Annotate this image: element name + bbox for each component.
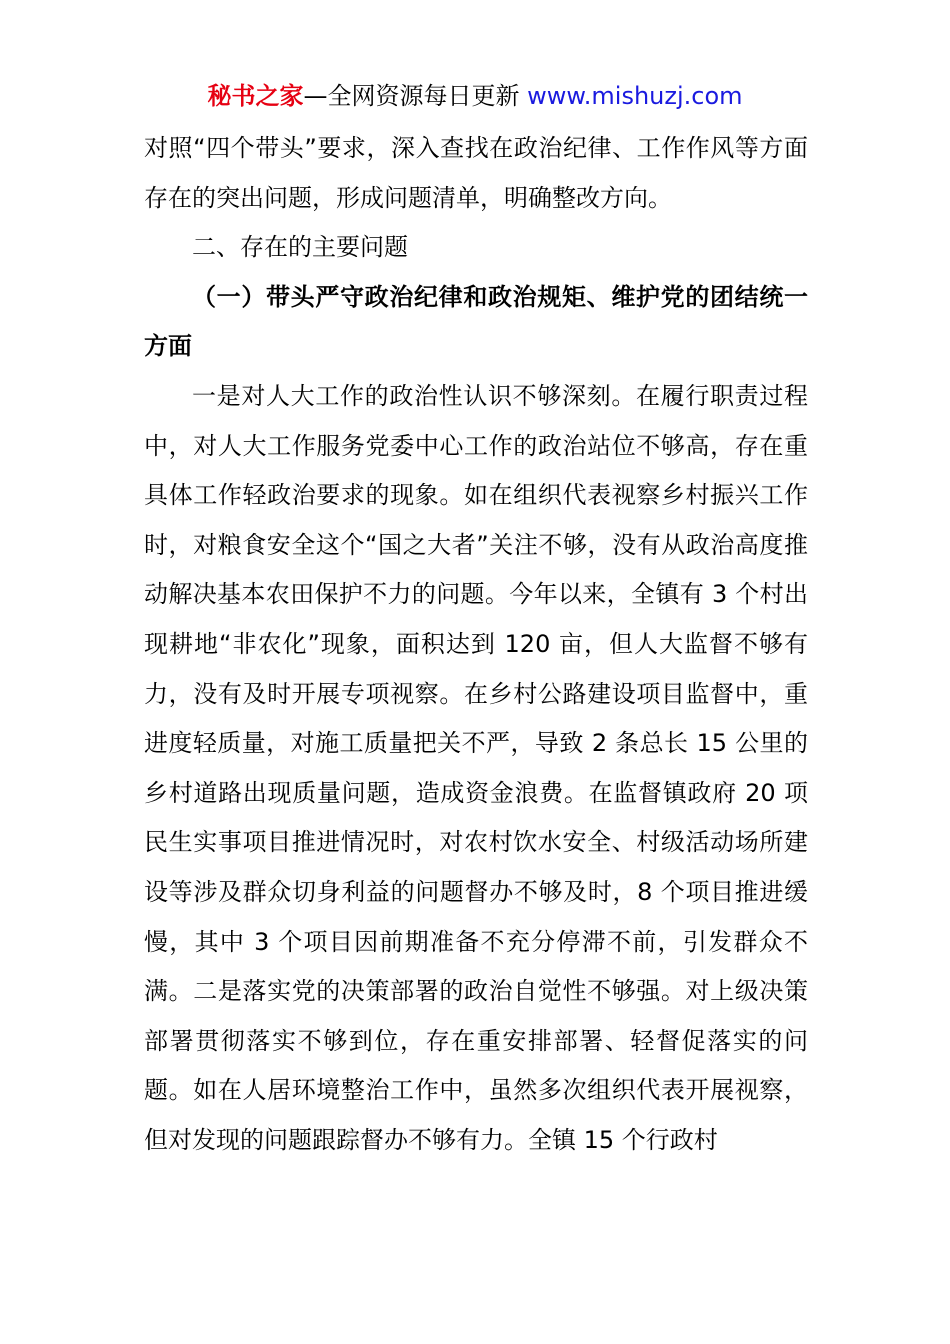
header-tagline: —全网资源每日更新 <box>303 82 528 110</box>
site-url-link[interactable]: www.mishuzj.com <box>527 82 743 110</box>
site-header <box>0 78 950 114</box>
brand-name: 秘书之家 <box>207 82 304 110</box>
document-body <box>144 124 808 1165</box>
subsection-heading: （一）带头严守政治纪律和政治规矩、维护党的团结统一方面 <box>144 282 808 361</box>
paragraph-body: 一是对人大工作的政治性认识不够深刻。在履行职责过程中，对人大工作服务党委中心工作的政治站位不够高，存在重具体工作轻政治要求的现象。如在组织代表视察乡村振兴工作时，对粮食安全这个“国之大者”关注不够，没有从政治高度推动解决基本农田保护不力的问题。今年以来，全镇有 3 个村出现耕地“非农化”现象，面积达到 120 亩，但人大监督不够有力，没有及时开展专项视察。在乡村公路建设项目监督中，重进度轻质量，对施工质量把关不严，导致 2 条总长 15 公里的乡村道路出现质量问题，造成资金浪费。在监督镇政府 20 项民生实事项目推进情况时，对农村饮水安全、村级活动场所建设等涉及群众切身利益的问题督办不够及时，8 个项目推进缓慢，其中 3 个项目因前期准备不充分停滞不前，引发群众不满。二是落实党的决策部署的政治自觉性不够强。对上级决策部署贯彻落实不够到位，存在重安排部署、轻督促落实的问题。如在人居环境整治工作中，虽然多次组织代表开展视察，但对发现的问题跟踪督办不够有力。全镇 15 个行政村 <box>144 381 808 1154</box>
section-heading: 二、存在的主要问题 <box>192 233 408 262</box>
paragraph-intro: 对照“四个带头”要求，深入查找在政治纪律、工作作风等方面存在的突出问题，形成问题清单，明确整改方向。 <box>144 134 808 212</box>
